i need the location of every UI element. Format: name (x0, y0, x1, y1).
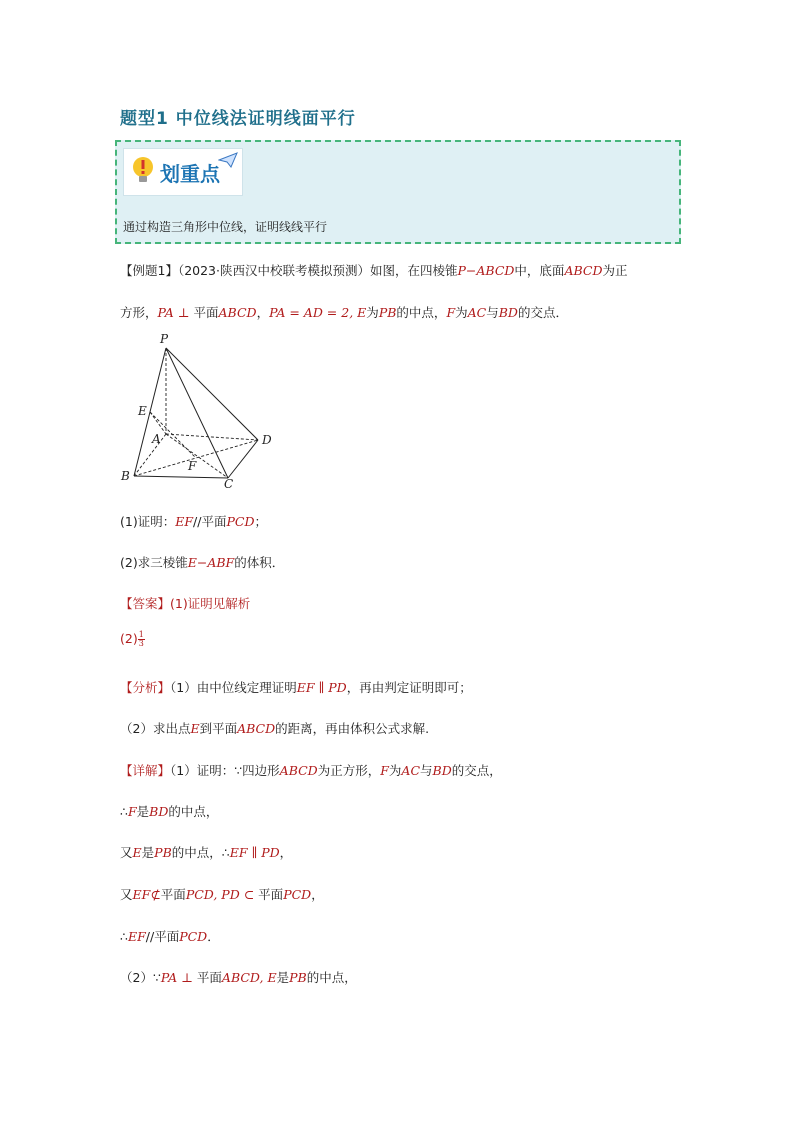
label-d: D (262, 433, 272, 447)
example-line-1: 【例题1】（2023·陕西汉中校联考模拟预测）如图，在四棱锥P−ABCD中，底面ABCD为正 (120, 263, 628, 278)
keypoint-badge-label: 划重点 (160, 162, 220, 186)
edge-ad (166, 434, 258, 440)
edge-pc (166, 348, 228, 478)
diag-ac (166, 434, 228, 478)
answer-fraction: $\frac{1}{3}$ (138, 630, 144, 648)
detail-line-6: （2）∵PA ⊥ 平面ABCD, E是PB的中点， (120, 970, 357, 985)
lightbulb-icon (130, 155, 156, 185)
detail-line-3: 又E是PB的中点，∴EF ∥ PD， (120, 845, 293, 860)
keypoint-badge (123, 148, 243, 196)
label-e: E (138, 404, 147, 418)
keypoint-text: 通过构造三角形中位线，证明线线平行 (123, 220, 328, 234)
detail-line-1: 【详解】（1）证明：∵四边形ABCD为正方形，F为AC与BD的交点， (120, 763, 502, 778)
question-2: (2)求三棱锥E−ABF的体积． (120, 555, 285, 570)
segment-ea (150, 412, 166, 434)
edge-bc (134, 476, 228, 478)
label-p: P (160, 332, 169, 346)
detail-tag: 【详解】 (120, 763, 171, 778)
keypoint-box (115, 140, 681, 244)
edge-pd (166, 348, 258, 440)
answer-line-1: 【答案】(1)证明见解析 (120, 596, 251, 611)
detail-line-2: ∴F是BD的中点， (120, 804, 219, 819)
section-title: 题型1 中位线法证明线面平行 (120, 109, 356, 129)
analysis-line-1: 【分析】（1）由中位线定理证明EF ∥ PD，再由判定证明即可； (120, 680, 472, 695)
detail-line-4: 又EF⊄平面PCD, PD ⊂ 平面PCD， (120, 887, 324, 902)
paper-plane-icon (218, 152, 238, 168)
pyramid-figure (118, 330, 278, 490)
edge-cd (228, 440, 258, 478)
label-f: F (188, 459, 197, 473)
example-line-2: 方形，PA ⊥ 平面ABCD，PA = AD = 2, E为PB的中点，F为AC与BD的交点． (120, 305, 568, 320)
detail-line-5: ∴EF//平面PCD． (120, 929, 220, 944)
answer-line-2: (2) $\frac{1}{3}$ (120, 630, 144, 648)
label-a: A (152, 432, 161, 446)
question-1: (1)证明：EF//平面PCD； (120, 514, 267, 529)
label-b: B (121, 469, 130, 483)
analysis-line-2: （2）求出点E到平面ABCD的距离，再由体积公式求解. (120, 721, 430, 736)
analysis-tag: 【分析】 (120, 680, 171, 695)
label-c: C (224, 477, 234, 490)
answer-tag: 【答案】 (120, 596, 171, 611)
